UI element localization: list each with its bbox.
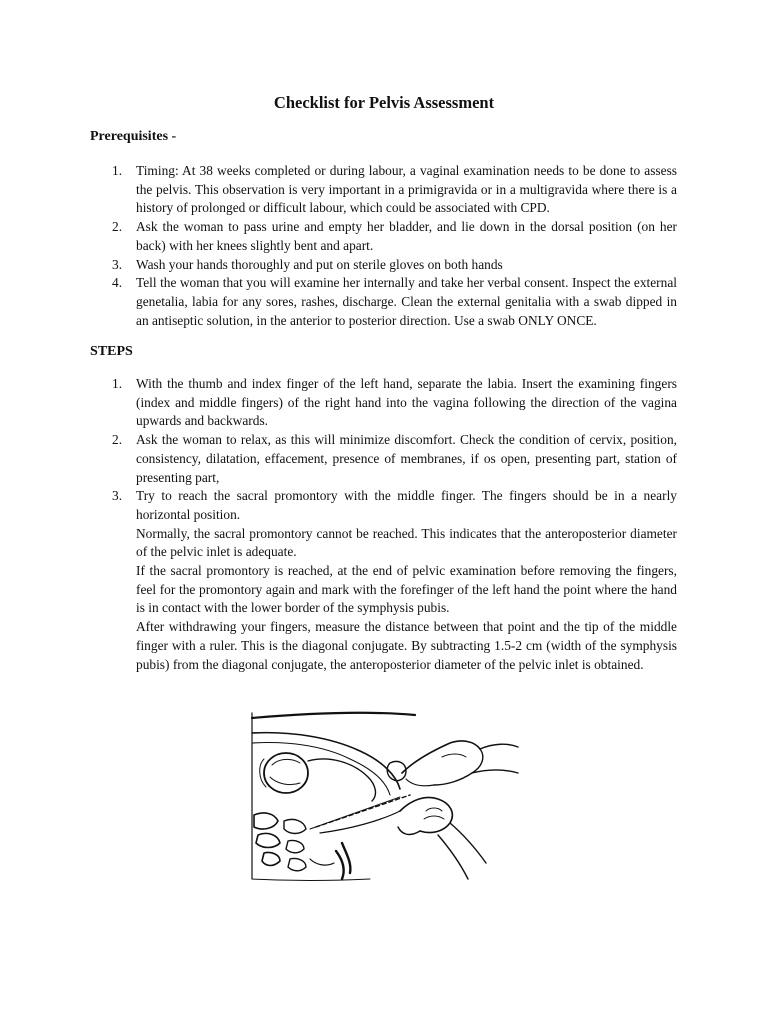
list-item-text: Tell the woman that you will examine her internally and take her verbal consent. Inspect the external genetalia, labia for any sores, rashes, discharge. Clean the external genitalia with a swab dipped in an antiseptic solution, in the anterior to posterior direction. Use a swab ONLY ONCE.	[136, 275, 677, 328]
steps-list	[90, 375, 677, 674]
prerequisites-heading: Prerequisites -	[90, 129, 177, 144]
list-item-number: 1.	[112, 163, 123, 178]
list-item-text: Ask the woman to pass urine and empty her bladder, and lie down in the dorsal position (on her back) with her knees slightly bent and apart.	[136, 219, 677, 253]
list-item-number: 3.	[112, 256, 123, 272]
list-item	[90, 218, 677, 255]
list-item-number: 2.	[112, 432, 123, 448]
list-item	[90, 256, 677, 275]
pelvic-examination-illustration	[250, 703, 520, 883]
list-item-text: Normally, the sacral promontory cannot be reached. This indicates that the anteroposterior diameter of the pelvic inlet is adequate.	[136, 525, 677, 560]
list-item-text: If the sacral promontory is reached, at the end of pelvic examination before removing the fingers, feel for the promontory again and mark with the forefinger of the left hand the point where the hand is in contact with the lower border of the symphysis pubis.	[136, 563, 677, 616]
steps-heading: STEPS	[90, 344, 133, 359]
list-item-text: Wash your hands thoroughly and put on sterile gloves on both hands	[136, 256, 503, 272]
list-item-number: 2.	[112, 219, 123, 235]
list-item-text: Timing: At 38 weeks completed or during labour, a vaginal examination needs to be done to assess the pelvis. This observation is very important in a primigravida or in a multigravida where there is a history of prolonged or difficult labour, which could be associated with CPD.	[136, 163, 677, 216]
list-item-text: Ask the woman to relax, as this will minimize discomfort. Check the condition of cervix, position, consistency, dilatation, effacement, presence of membranes, if os open, presenting part, station of presenting part,	[136, 432, 677, 485]
list-item-number: 1.	[112, 376, 123, 391]
list-item	[90, 162, 677, 218]
prerequisites-list	[90, 162, 677, 330]
page-title: Checklist for Pelvis Assessment	[273, 93, 495, 112]
list-item	[90, 431, 677, 487]
list-item	[90, 375, 677, 431]
list-item-text: With the thumb and index finger of the left hand, separate the labia. Insert the examining fingers (index and middle fingers) of the right hand into the vagina following the direction of the vagina upwards and backwards.	[136, 376, 677, 429]
list-item-number: 3.	[112, 488, 123, 504]
list-item-number: 4.	[112, 275, 123, 291]
list-item	[90, 274, 677, 330]
list-item-text: After withdrawing your fingers, measure the distance between that point and the tip of the middle finger with a ruler. This is the diagonal conjugate. By subtracting 1.5-2 cm (width of the symphysis pubis) from the diagonal conjugate, the anteroposterior diameter of the pelvic inlet is obtained.	[136, 619, 677, 672]
pelvic-examination-drawing	[250, 703, 520, 883]
list-item	[90, 487, 677, 674]
list-item-text: Try to reach the sacral promontory with the middle finger. The fingers should be in a nearly horizontal position.	[136, 488, 677, 522]
